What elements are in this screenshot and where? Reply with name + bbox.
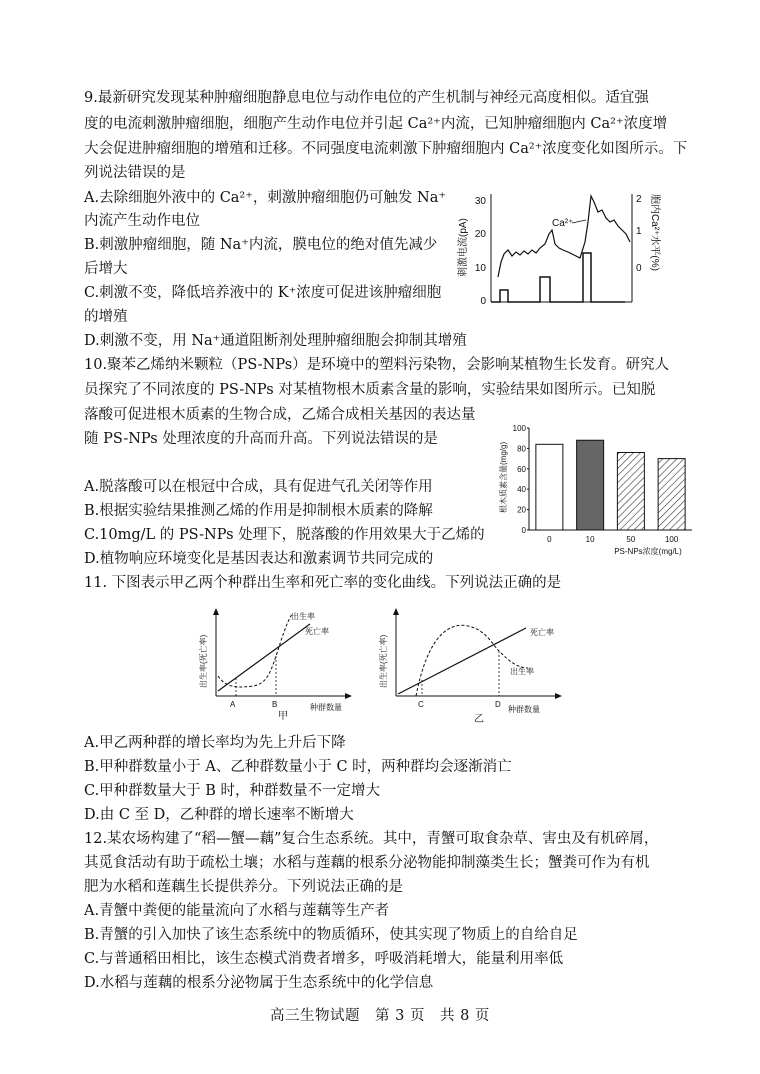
yi-death-rate-line (398, 628, 526, 694)
q12-stem-line-1: 12.某农场构建了“稻—蟹—藕”复合生态系统。其中，青蟹可取食杂草、害虫及有机碎屑， (84, 831, 659, 847)
q10-y-axis-label: 根木质素含量(mg/g) (499, 441, 508, 513)
q10-bar-0 (536, 444, 563, 530)
q9-option-c-1: C.刺激不变，降低培养液中的 K⁺浓度可促进该肿瘤细胞 (84, 285, 442, 301)
q9-calcium-pointer (572, 220, 586, 223)
q10-stem-line-4: 随 PS-NPs 处理浓度的升高而升高。下列说法错误的是 (84, 431, 438, 447)
yi-birth-label: 出生率 (510, 667, 534, 676)
q12-option-a: A.青蟹中粪便的能量流向了水稻与莲藕等生产者 (84, 903, 390, 919)
jia-point-b: B (272, 700, 278, 709)
q9-calcium-label: Ca²⁺ (552, 218, 574, 229)
q10-option-b: B.根据实验结果推测乙烯的作用是抑制根木质素的降解 (84, 503, 433, 519)
jia-point-a: A (230, 700, 236, 709)
yi-y-axis-label: 出生率(死亡率) (379, 634, 388, 688)
q10-x-ticks (547, 535, 679, 544)
jia-x-axis-label: 种群数量 (310, 703, 342, 712)
q9-right-axis-label: 胞内Ca²⁺水平(%) (649, 194, 660, 271)
q12-stem-line-2: 其觅食活动有助于疏松土壤；水稻与莲藕的根系分泌物能抑制藻类生长；蟹粪可作为有机 (84, 855, 650, 871)
q10-option-c: C.10mg/L 的 PS-NPs 处理下，脱落酸的作用效果大于乙烯的 (84, 527, 485, 543)
yi-caption: 乙 (474, 714, 484, 725)
q9-left-tick-20: 20 (474, 229, 486, 240)
jia-birth-rate-curve (218, 614, 292, 687)
q10-y-tick-label: 0 (521, 526, 526, 535)
q10-x-tick-label: 100 (664, 535, 679, 544)
jia-birth-label: 出生率 (291, 612, 315, 621)
q10-stem-line-2: 员探究了不同浓度的 PS-NPs 对某植物根木质素含量的影响，实验结果如图所示。已知脱 (84, 382, 656, 398)
yi-x-arrow (555, 693, 562, 699)
q9-right-tick-1: 1 (636, 226, 642, 237)
jia-caption: 甲 (278, 711, 288, 722)
q11-stem: 11. 下图表示甲乙两个种群出生率和死亡率的变化曲线。下列说法正确的是 (84, 575, 562, 591)
jia-x-arrow (345, 693, 352, 699)
q9-stem-line-2: 度的电流刺激肿瘤细胞，细胞产生动作电位并引起 Ca²⁺内流，已知肿瘤细胞内 Ca²⁺浓度增 (84, 116, 668, 132)
jia-death-label: 死亡率 (305, 627, 329, 636)
q9-option-c-2: 的增殖 (84, 309, 128, 325)
yi-x-axis-label: 种群数量 (508, 705, 540, 714)
q12-option-c: C.与普通稻田相比，该生态模式消费者增多，呼吸消耗增大，能量利用率低 (84, 951, 564, 967)
q9-left-axis-label: 刺激电流(pA) (458, 218, 469, 277)
q11-option-c: C.甲种群数量大于 B 时，种群数量不一定增大 (84, 783, 381, 799)
q10-bar-10 (577, 440, 604, 530)
q10-y-ticks (513, 424, 529, 535)
q9-left-tick-0: 0 (480, 296, 486, 307)
yi-point-d: D (495, 700, 501, 709)
q10-y-tick-label: 40 (517, 485, 526, 495)
yi-death-label: 死亡率 (530, 628, 554, 637)
q9-right-tick-0: 0 (636, 263, 642, 274)
q9-stem-line-4: 列说法错误的是 (84, 165, 186, 181)
q10-bar-50 (617, 452, 644, 530)
jia-y-axis-label: 出生率(死亡率) (199, 634, 208, 688)
yi-point-c: C (418, 700, 424, 709)
q11-figure-jia (198, 604, 358, 724)
q10-y-tick-label: 100 (512, 424, 526, 433)
q11-figure-yi (378, 604, 568, 734)
q10-y-tick-label: 20 (517, 505, 526, 515)
q9-option-b-1: B.刺激肿瘤细胞，随 Na⁺内流，膜电位的绝对值先减少 (84, 237, 438, 253)
q10-y-tick-label: 60 (517, 464, 526, 474)
q10-option-a: A.脱落酸可以在根冠中合成，具有促进气孔关闭等作用 (84, 479, 433, 495)
q9-right-tick-2: 2 (636, 194, 642, 205)
q9-option-a-1: A.去除细胞外液中的 Ca²⁺，刺激肿瘤细胞仍可触发 Na⁺ (84, 190, 446, 206)
q10-x-tick-label: 50 (626, 535, 636, 544)
q9-option-a-2: 内流产生动作电位 (84, 213, 200, 229)
q12-option-b: B.青蟹的引入加快了该生态系统中的物质循环，使其实现了物质上的自给自足 (84, 927, 578, 943)
q12-stem-line-3: 肥为水稻和莲藕生长提供养分。下列说法正确的是 (84, 879, 403, 895)
q10-x-tick-label: 0 (547, 535, 552, 544)
q10-stem-line-3: 落酸可促进根木质素的生物合成，乙烯合成相关基因的表达量 (84, 407, 476, 423)
q11-option-d: D.由 C 至 D，乙种群的增长速率不断增大 (84, 807, 354, 823)
jia-y-arrow (213, 608, 219, 615)
q11-option-b: B.甲种群数量小于 A、乙种群数量小于 C 时，两种群均会逐渐消亡 (84, 759, 512, 775)
q11-option-a: A.甲乙两种群的增长率均为先上升后下降 (84, 735, 346, 751)
q9-stem-line-3: 大会促进肿瘤细胞的增殖和迁移。不同强度电流刺激下肿瘤细胞内 Ca²⁺浓度变化如图所示。下 (84, 141, 688, 157)
yi-y-arrow (393, 608, 399, 615)
q10-bar-100 (658, 459, 685, 530)
q9-stem-line-1: 9.最新研究发现某种肿瘤细胞静息电位与动作电位的产生机制与神经元高度相似。适宜强 (84, 90, 649, 106)
q10-bars (536, 440, 685, 530)
q10-option-d: D.植物响应环境变化是基因表达和激素调节共同完成的 (84, 551, 434, 567)
q10-lignin-bar-chart (498, 418, 698, 562)
q10-x-tick-label: 10 (585, 535, 595, 544)
page-footer: 高三生物试题 第 3 页 共 8 页 (270, 1008, 490, 1024)
q9-calcium-trace (498, 196, 630, 277)
q9-option-d: D.刺激不变，用 Na⁺通道阻断剂处理肿瘤细胞会抑制其增殖 (84, 333, 467, 349)
q9-current-calcium-figure (460, 182, 670, 317)
q10-x-axis-label: PS-NPs浓度(mg/L) (614, 547, 682, 556)
q9-option-b-2: 后增大 (84, 261, 128, 277)
q10-y-tick-label: 80 (517, 444, 526, 454)
q9-left-tick-30: 30 (474, 196, 486, 207)
q9-stimulus-trace (491, 253, 625, 302)
q10-stem-line-1: 10.聚苯乙烯纳米颗粒（PS-NPs）是环境中的塑料污染物，会影响某植物生长发育。研究人 (84, 357, 670, 373)
q12-option-d: D.水稻与莲藕的根系分泌物属于生态系统中的化学信息 (84, 975, 434, 991)
q9-left-tick-10: 10 (474, 263, 486, 274)
